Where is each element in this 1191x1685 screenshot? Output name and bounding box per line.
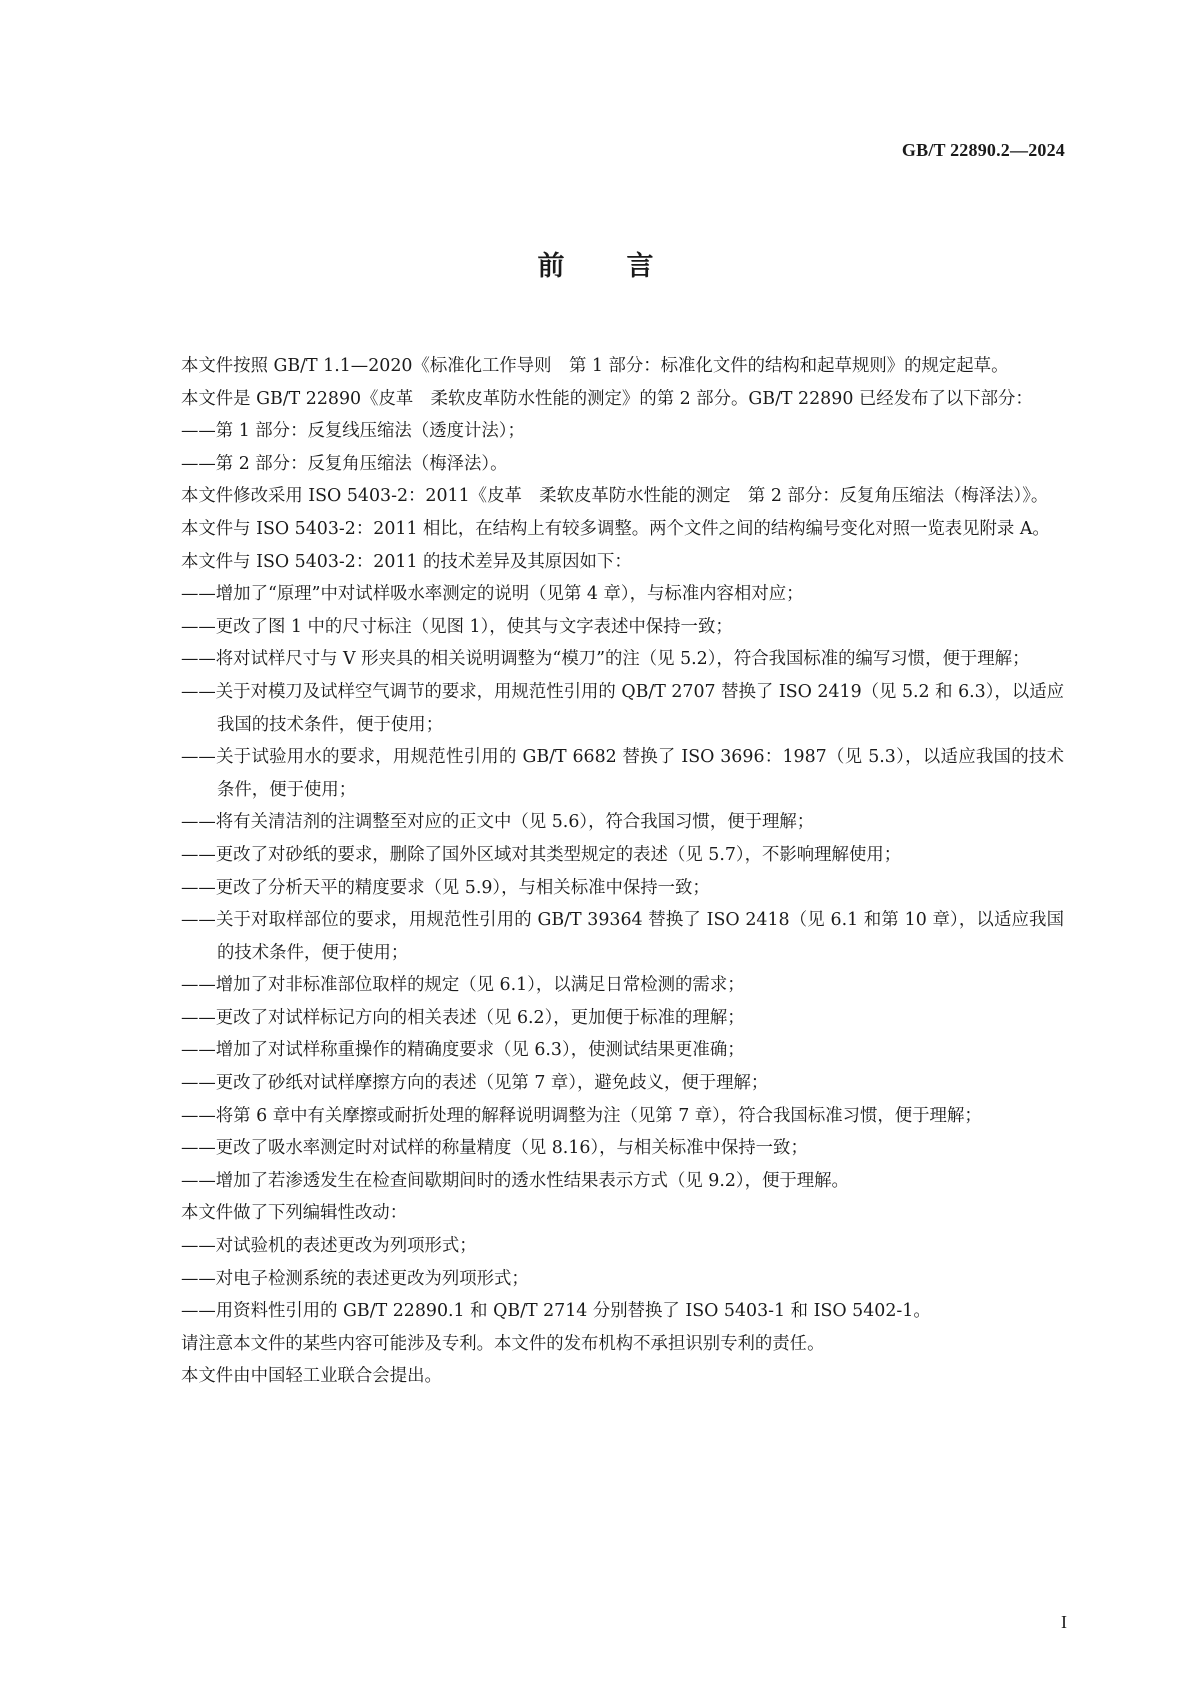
list-item: ——增加了对非标准部位取样的规定（见 6.1），以满足日常检测的需求； [181, 975, 745, 996]
list-item: ——关于对模刀及试样空气调节的要求，用规范性引用的 QB/T 2707 替换了 ISO 2419（见 5.2 和 6.3），以适应我国的技术条件，便于使用； [181, 681, 1064, 735]
list-item: ——更改了分析天平的精度要求（见 5.9），与相关标准中保持一致； [181, 877, 710, 898]
list-item: ——对试验机的表述更改为列项形式； [181, 1236, 477, 1257]
paragraph: 本文件由中国轻工业联合会提出。 [181, 1366, 442, 1387]
paragraph: 本文件按照 GB/T 1.1—2020《标准化工作导则 第 1 部分：标准化文件的结构和起草规则》的规定起草。 [181, 356, 1009, 376]
list-item: ——将第 6 章中有关摩擦或耐折处理的解释说明调整为注（见第 7 章），符合我国标准习惯，便于理解； [181, 1105, 982, 1126]
paragraph: 本文件做了下列编辑性改动： [181, 1203, 408, 1224]
list-item: ——增加了“原理”中对试样吸水率测定的说明（见第 4 章），与标准内容相对应； [181, 584, 804, 605]
preface-body [145, 350, 1064, 1393]
list-item: ——关于试验用水的要求，用规范性引用的 GB/T 6682 替换了 ISO 3696：1987（见 5.3），以适应我国的技术条件，便于使用； [181, 747, 1064, 800]
list-item: ——更改了吸水率测定时对试样的称量精度（见 8.16），与相关标准中保持一致； [181, 1138, 808, 1159]
paragraph: 本文件与 ISO 5403-2：2011 相比，在结构上有较多调整。两个文件之间的结构编号变化对照一览表见附录 A。 [181, 518, 1050, 539]
paragraph: 本文件是 GB/T 22890《皮革 柔软皮革防水性能的测定》的第 2 部分。GB/T 22890 已经发布了以下部分： [181, 388, 1033, 409]
paragraph: 请注意本文件的某些内容可能涉及专利。本文件的发布机构不承担识别专利的责任。 [181, 1333, 825, 1354]
list-item: ——增加了若渗透发生在检查间歇期间时的透水性结果表示方式（见 9.2），便于理解。 [181, 1170, 849, 1191]
list-item: ——更改了砂纸对试样摩擦方向的表述（见第 7 章），避免歧义，便于理解； [181, 1073, 769, 1094]
list-item: ——将有关清洁剂的注调整至对应的正文中（见 5.6），符合我国习惯，便于理解； [181, 812, 815, 833]
list-item: ——更改了对砂纸的要求，删除了国外区域对其类型规定的表述（见 5.7），不影响理解使用； [181, 844, 902, 865]
list-item: ——第 2 部分：反复角压缩法（梅泽法）。 [181, 453, 508, 474]
standard-number: GB/T 22890.2—2024 [901, 140, 1065, 160]
list-item: ——更改了图 1 中的尺寸标注（见图 1），使其与文字表述中保持一致； [181, 616, 733, 637]
paragraph: 本文件与 ISO 5403-2：2011 的技术差异及其原因如下： [181, 551, 632, 572]
list-item: ——对电子检测系统的表述更改为列项形式； [181, 1268, 529, 1289]
list-item: ——关于对取样部位的要求，用规范性引用的 GB/T 39364 替换了 ISO 2418（见 6.1 和第 10 章），以适应我国的技术条件，便于使用； [181, 910, 1064, 963]
list-item: ——用资料性引用的 GB/T 22890.1 和 QB/T 2714 分别替换了 ISO 5403-1 和 ISO 5402-1。 [181, 1301, 931, 1322]
list-item: ——更改了对试样标记方向的相关表述（见 6.2），更加便于标准的理解； [181, 1007, 745, 1028]
page-number: I [1061, 1612, 1067, 1632]
list-item: ——第 1 部分：反复线压缩法（透度计法）； [181, 421, 525, 442]
page-title: 前言 [537, 251, 716, 282]
paragraph: 本文件修改采用 ISO 5403-2：2011《皮革 柔软皮革防水性能的测定 第 2 部分：反复角压缩法（梅泽法）》。 [181, 486, 1049, 507]
list-item: ——将对试样尺寸与 V 形夹具的相关说明调整为“模刀”的注（见 5.2），符合我国标准的编写习惯，便于理解； [181, 649, 1030, 670]
list-item: ——增加了对试样称重操作的精确度要求（见 6.3），使测试结果更准确； [181, 1040, 745, 1061]
